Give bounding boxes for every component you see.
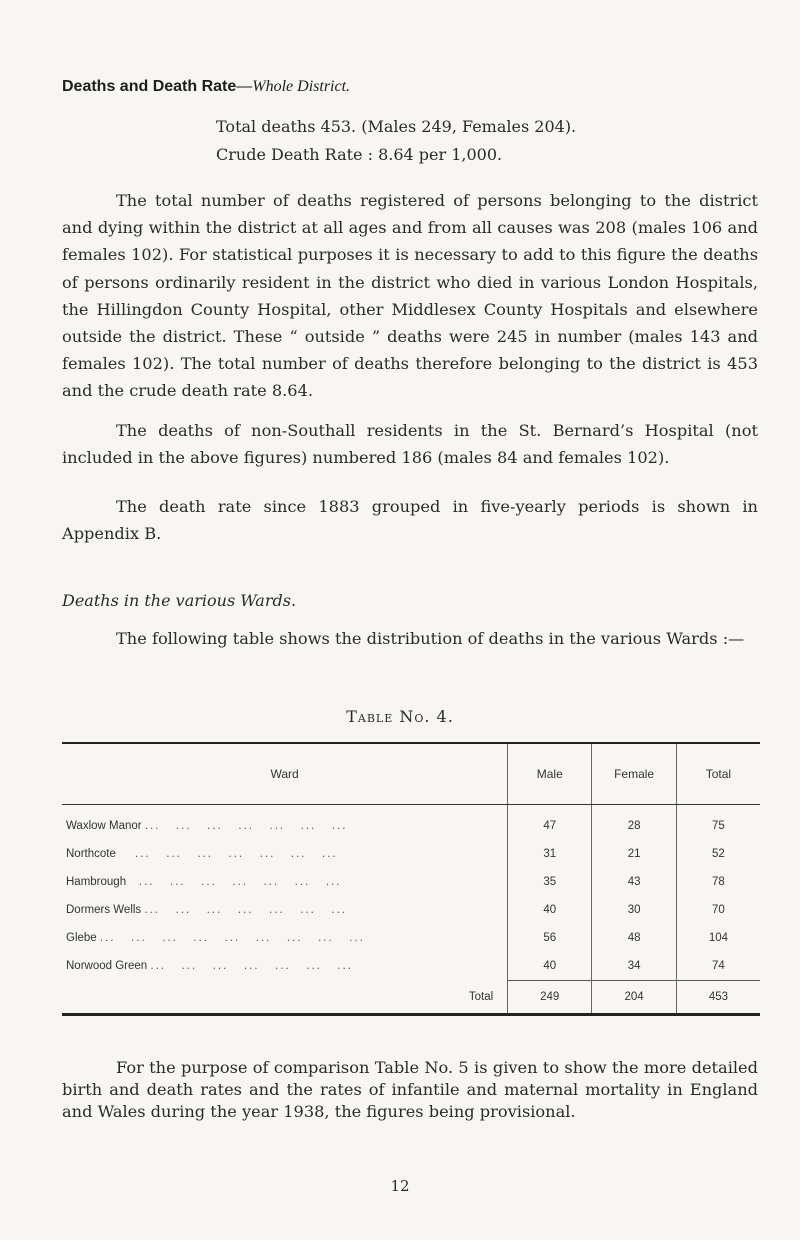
female-cell: 43: [592, 868, 677, 896]
totals-male: 249: [508, 981, 592, 1015]
table-row: [62, 952, 760, 981]
totals-row: [62, 981, 760, 1015]
crude-rate-line: Crude Death Rate : 8.64 per 1,000.: [216, 145, 503, 164]
ward-name: Hambrough: [66, 876, 127, 888]
ward-name: Northcote: [66, 848, 116, 860]
totals-total: 453: [676, 981, 760, 1015]
paragraph-appendix: The death rate since 1883 grouped in five-yearly periods is shown in Appendix B.: [62, 497, 758, 544]
female-cell: 48: [592, 924, 677, 952]
table-row: [62, 840, 760, 868]
wards-deaths-table: [62, 742, 760, 1016]
total-cell: 74: [676, 952, 760, 981]
paragraph-non-residents: The deaths of non-Southall residents in the St. Bernard’s Hospital (not included in the above figures) numbered 186 (males 84 and females 102).: [62, 421, 758, 468]
female-cell: 30: [592, 896, 677, 924]
section-heading: [62, 78, 350, 96]
male-cell: 35: [508, 868, 592, 896]
leader-dots: ... ... ... ... ... ... ...: [144, 820, 348, 832]
heading-italic: Whole District.: [252, 78, 351, 95]
table-row: [62, 868, 760, 896]
male-cell: 40: [508, 952, 592, 981]
ward-cell: [62, 840, 508, 868]
male-cell: 40: [508, 896, 592, 924]
ward-cell: [62, 952, 508, 981]
total-deaths-line: Total deaths 453. (Males 249, Females 204).: [216, 117, 577, 136]
leader-dots: ... ... ... ... ... ... ...: [135, 848, 338, 860]
total-cell: 70: [676, 896, 760, 924]
header-total: Total: [676, 743, 760, 805]
leader-dots: ... ... ... ... ... ... ... ... ...: [99, 932, 365, 944]
female-cell: 34: [592, 952, 677, 981]
leader-dots: ... ... ... ... ... ... ...: [150, 960, 353, 973]
ward-cell: [62, 805, 508, 841]
male-cell: 47: [508, 805, 592, 841]
male-cell: 31: [508, 840, 592, 868]
leader-dots: ... ... ... ... ... ... ...: [144, 904, 347, 916]
heading-bold: Deaths and Death Rate: [62, 78, 237, 95]
totals-female: 204: [592, 981, 677, 1015]
heading-dash: —: [236, 78, 253, 95]
total-cell: 104: [676, 924, 760, 952]
table-row: [62, 805, 760, 841]
header-male: Male: [508, 743, 592, 805]
header-female: Female: [592, 743, 677, 805]
ward-name: Norwood Green: [66, 960, 148, 973]
female-cell: 21: [592, 840, 677, 868]
ward-name: Glebe: [66, 932, 97, 944]
paragraph-total-deaths: The total number of deaths registered of persons belonging to the district and dying within the district at all ages and from all causes was 208 (males 106 and females 102). For statistical purposes it is necessary to add to this figure the deaths of persons ordinarily resident in the district who died in various London Hospitals, the Hillingdon County Hospital, other Middlesex County Hospitals and elsewhere outside the district. These “ outside ” deaths were 245 in number (males 143 and females 102). The total number of deaths therefore belonging to the district is 453 and the crude death rate 8.64.: [62, 191, 758, 401]
ward-name: Waxlow Manor: [66, 820, 142, 832]
table-header-row: [62, 743, 760, 805]
wards-subheading: Deaths in the various Wards.: [62, 591, 297, 610]
total-cell: 75: [676, 805, 760, 841]
paragraph-comparison: For the purpose of comparison Table No. 5 is given to show the more detailed birth and death rates and the rates of infantile and maternal mortality in England and Wales during the year 1938, the figures being provisional.: [62, 1058, 758, 1121]
table-title: Table No. 4.: [346, 707, 454, 726]
header-ward: Ward: [62, 743, 508, 805]
leader-dots: ... ... ... ... ... ... ...: [138, 876, 342, 888]
ward-cell: [62, 896, 508, 924]
paragraph-table-intro: The following table shows the distribution of deaths in the various Wards :—: [116, 629, 745, 648]
totals-label: Total: [468, 990, 494, 1003]
table-row: [62, 924, 760, 952]
table-row: [62, 896, 760, 924]
page-number: 12: [390, 1177, 410, 1195]
ward-cell: [62, 868, 508, 896]
female-cell: 28: [592, 805, 677, 841]
ward-cell: [62, 924, 508, 952]
male-cell: 56: [508, 924, 592, 952]
total-cell: 78: [676, 868, 760, 896]
ward-name: Dormers Wells: [66, 904, 142, 916]
total-cell: 52: [676, 840, 760, 868]
